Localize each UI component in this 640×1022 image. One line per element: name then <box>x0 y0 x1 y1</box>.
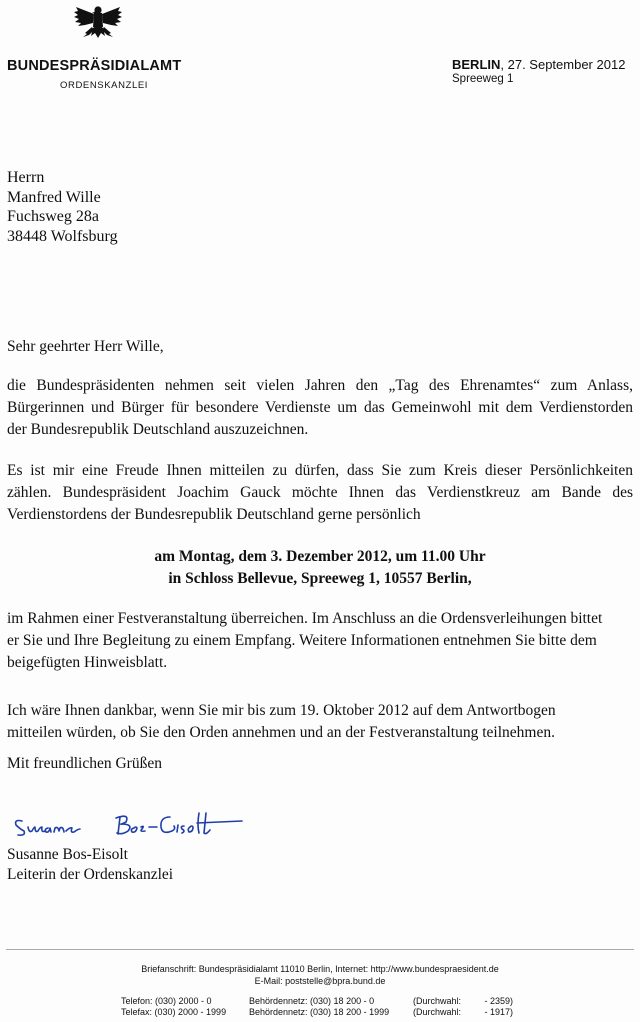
contact-row <box>121 1007 513 1018</box>
phone-number: Telefon: (030) 2000 - 0 <box>121 996 212 1006</box>
direct-dial-label: (Durchwahl: <box>413 996 462 1006</box>
paragraph-1 <box>7 375 633 441</box>
recipient-line: Manfred Wille <box>7 188 101 206</box>
footer-address <box>0 963 640 987</box>
footer-divider <box>6 949 634 950</box>
footer-email-line: E-Mail: poststelle@bpra.bund.de <box>254 976 386 986</box>
sender-street: Spreeweg 1 <box>452 73 514 85</box>
signer-title: Leiterin der Ordenskanzlei <box>7 866 174 883</box>
event-date-line: am Montag, dem 3. Dezember 2012, um 11.00 Uhr <box>154 548 486 565</box>
event-details <box>7 546 633 590</box>
paragraph-line: er Sie und Ihre Begleitung zu einem Empfang. Weitere Informationen entnehmen Sie bitte dem <box>7 632 597 649</box>
organization-name: BUNDESPRÄSIDIALAMT <box>7 58 182 74</box>
paragraph-line: Verdienstordens der Bundesrepublik Deutschland gerne persönlich <box>7 506 421 523</box>
federal-eagle-icon <box>72 3 124 45</box>
recipient-line: Herrn <box>7 169 45 186</box>
paragraph-line: im Rahmen einer Festveranstaltung überreichen. Im Anschluss an die Ordensverleihungen bittet <box>7 610 603 627</box>
event-location-line: in Schloss Bellevue, Spreeweg 1, 10557 Berlin, <box>168 570 472 587</box>
authority-network-number: Behördennetz: (030) 18 200 - 0 <box>249 996 375 1006</box>
paragraph-line: mitteilen würden, ob Sie den Orden annehmen und an der Festveranstaltung teilnehmen. <box>7 724 555 741</box>
paragraph-2 <box>7 460 633 526</box>
footer-contacts <box>121 996 513 1018</box>
paragraph-line: der Bundesrepublik Deutschland auszuzeichnen. <box>7 421 309 438</box>
signer-block <box>7 845 173 885</box>
letter-date: , 27. September 2012 <box>500 57 626 72</box>
city: BERLIN <box>452 57 501 72</box>
paragraph-line: die Bundespräsidenten nehmen seit vielen Jahren den „Tag des Ehrenamtes“ zum Anlass, <box>7 377 633 394</box>
organization-department: ORDENSKANZLEI <box>60 80 149 91</box>
paragraph-line: Ich wäre Ihnen dankbar, wenn Sie mir bis zum 19. Oktober 2012 auf dem Antwortbogen <box>7 702 556 719</box>
paragraph-3 <box>7 608 633 674</box>
date-line <box>452 57 625 72</box>
direct-dial-label: (Durchwahl: <box>413 1007 462 1017</box>
fax-number: Telefax: (030) 2000 - 1999 <box>121 1007 227 1017</box>
footer-address-line: Briefanschrift: Bundespräsidialamt 11010 Berlin, Internet: http://www.bundespraesident.de <box>141 964 499 974</box>
recipient-line: Fuchsweg 28a <box>7 208 99 225</box>
recipient-line: 38448 Wolfsburg <box>7 227 118 245</box>
authority-network-number: Behördennetz: (030) 18 200 - 1999 <box>249 1007 390 1017</box>
direct-dial-number: - 2359) <box>484 996 513 1006</box>
paragraph-line: Es ist mir eine Freude Ihnen mitteilen zu dürfen, dass Sie zum Kreis dieser Persönlichkeiten <box>7 462 633 479</box>
closing: Mit freundlichen Grüßen <box>7 755 162 772</box>
contact-row <box>121 996 513 1007</box>
paragraph-line: zählen. Bundespräsident Joachim Gauck möchte Ihnen das Verdienstkreuz am Bande des <box>7 484 633 501</box>
signer-name: Susanne Bos-Eisolt <box>7 846 128 863</box>
salutation: Sehr geehrter Herr Wille, <box>7 338 164 355</box>
paragraph-line: beigefügten Hinweisblatt. <box>7 654 168 671</box>
paragraph-4 <box>7 700 633 744</box>
direct-dial-number: - 1917) <box>484 1007 513 1017</box>
handwritten-signature <box>8 803 268 847</box>
paragraph-line: Bürgerinnen und Bürger für besondere Verdienste um das Gemeinwohl mit dem Verdienstorden <box>7 399 633 416</box>
recipient-address <box>7 168 118 246</box>
